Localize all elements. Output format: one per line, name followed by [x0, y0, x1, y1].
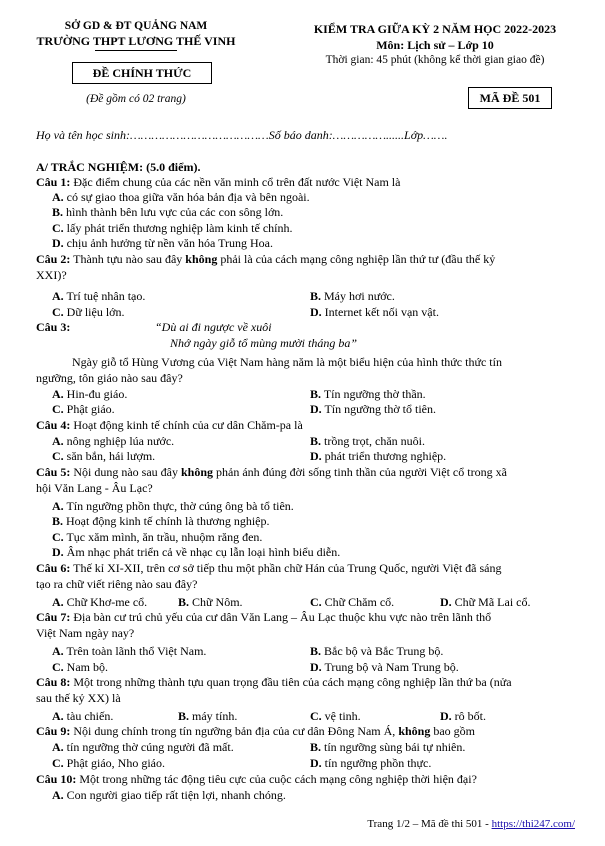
q4-option-a[interactable]: A. nông nghiệp lúa nước.	[52, 434, 175, 448]
q1-option-a[interactable]: A. có sự giao thoa giữa văn hóa bản địa và bên ngoài.	[52, 190, 310, 204]
q2-option-d[interactable]: D. Internet kết nối vạn vật.	[310, 305, 439, 319]
question-3: Câu 3:	[36, 320, 71, 334]
q7-option-b[interactable]: B. Bắc bộ và Bắc Trung bộ.	[310, 644, 444, 658]
q6-option-d[interactable]: D. Chữ Mã Lai cổ.	[440, 595, 531, 609]
q6-option-a[interactable]: A. Chữ Khơ-me cổ.	[52, 595, 148, 609]
q9-option-b[interactable]: B. tín ngưỡng sùng bái tự nhiên.	[310, 740, 466, 754]
question-2-line2: XXI)?	[36, 268, 67, 282]
school-underline	[95, 50, 177, 51]
question-9: Câu 9: Nội dung chính trong tín ngưỡng bản địa của cư dân Đông Nam Á, không bao gồm	[36, 724, 476, 738]
question-label: Câu 1:	[36, 175, 71, 189]
question-8: Câu 8: Một trong những thành tựu quan trọng đầu tiên của cách mạng công nghiệp lần thứ ba (nửa	[36, 675, 512, 689]
q5-option-b[interactable]: B. Hoạt động kinh tế chính là thương nghiệp.	[52, 514, 270, 528]
q2-option-b[interactable]: B. Máy hơi nước.	[310, 289, 395, 303]
q3-text-line1: Ngày giỗ tổ Hùng Vương của Việt Nam hàng năm là một biểu hiện của hình thức thức tín	[72, 355, 502, 369]
question-text: Đặc điểm chung của các nền văn minh cổ trên đất nước Việt Nam là	[73, 175, 401, 189]
question-10: Câu 10: Một trong những tác động tiêu cực của cuộc cách mạng công nghiệp thời hiện đại?	[36, 772, 477, 786]
q3-quote-line1: “Dù ai đi ngược về xuôi	[155, 320, 272, 334]
q8-option-a[interactable]: A. tàu chiến.	[52, 709, 114, 723]
q4-option-c[interactable]: C. săn bắn, hái lượm.	[52, 449, 156, 463]
school-name: TRƯỜNG THPT LƯƠNG THẾ VINH	[36, 34, 236, 48]
q9-option-d[interactable]: D. tín ngưỡng phồn thực.	[310, 756, 432, 770]
question-8-line2: sau thế kỷ XX) là	[36, 691, 121, 705]
q4-option-d[interactable]: D. phát triển thương nghiệp.	[310, 449, 447, 463]
q5-option-c[interactable]: C. Tục xăm mình, ăn trầu, nhuộm răng đen.	[52, 530, 263, 544]
q1-option-c[interactable]: C. lấy phát triển thương nghiệp làm kinh tế chính.	[52, 221, 293, 235]
section-a-title: A/ TRẮC NGHIỆM: (5.0 điểm).	[36, 160, 201, 174]
q6-option-b[interactable]: B. Chữ Nôm.	[178, 595, 243, 609]
q4-option-b[interactable]: B. trồng trọt, chăn nuôi.	[310, 434, 425, 448]
question-5-line2: hội Văn Lang - Âu Lạc?	[36, 481, 153, 495]
question-5: Câu 5: Nội dung nào sau đây không phản ánh đúng đời sống tinh thần của người Việt cổ trong xã	[36, 465, 507, 479]
q3-option-b[interactable]: B. Tín ngưỡng thờ thần.	[310, 387, 426, 401]
question-6-line2: tạo ra chữ viết riêng nào sau đây?	[36, 577, 198, 591]
question-6: Câu 6: Thế kỉ XI-XII, trên cơ sở tiếp thu một phần chữ Hán của Trung Quốc, người Việt đã sáng	[36, 561, 502, 575]
q8-option-c[interactable]: C. vệ tinh.	[310, 709, 361, 723]
exam-title: KIỂM TRA GIỮA KỲ 2 NĂM HỌC 2022-2023	[313, 22, 557, 36]
q9-option-c[interactable]: C. Phật giáo, Nho giáo.	[52, 756, 165, 770]
q5-option-d[interactable]: D. Âm nhạc phát triển cả về nhạc cụ lẫn loại hình biểu diễn.	[52, 545, 341, 559]
official-box: ĐỀ CHÍNH THỨC	[72, 62, 212, 84]
exam-code-box: MÃ ĐỀ 501	[468, 87, 552, 109]
q5-option-a[interactable]: A. Tín ngưỡng phồn thực, thờ cúng ông bà tổ tiên.	[52, 499, 294, 513]
q7-option-c[interactable]: C. Nam bộ.	[52, 660, 108, 674]
q3-text-line2: ngưỡng, tôn giáo nào sau đây?	[36, 371, 183, 385]
q3-option-a[interactable]: A. Hin-đu giáo.	[52, 387, 128, 401]
question-7: Câu 7: Địa bàn cư trú chủ yếu của cư dân Văn Lang – Âu Lạc thuộc khu vực nào trên lãnh thổ	[36, 610, 492, 624]
q3-option-d[interactable]: D. Tín ngưỡng thờ tổ tiên.	[310, 402, 436, 416]
question-2: Câu 2: Thành tựu nào sau đây không phải là của cách mạng công nghiệp lần thứ tư (đầu thế kỷ	[36, 252, 496, 266]
q7-option-d[interactable]: D. Trung bộ và Nam Trung bộ.	[310, 660, 459, 674]
q1-option-d[interactable]: D. chịu ảnh hưởng từ nền văn hóa Trung Hoa.	[52, 236, 274, 250]
question-1	[36, 175, 576, 190]
question-7-line2: Việt Nam ngày nay?	[36, 626, 135, 640]
q2-option-a[interactable]: A. Trí tuệ nhân tạo.	[52, 289, 146, 303]
student-info-line: Họ và tên học sinh:…………………………………Số báo danh:……………......Lớp…….	[36, 128, 448, 142]
department-name: SỞ GD & ĐT QUẢNG NAM	[64, 20, 208, 32]
pages-note: (Đề gồm có 02 trang)	[86, 93, 186, 105]
exam-time: Thời gian: 45 phút (không kể thời gian giao đề)	[325, 54, 545, 66]
q7-option-a[interactable]: A. Trên toàn lãnh thổ Việt Nam.	[52, 644, 207, 658]
q3-option-c[interactable]: C. Phật giáo.	[52, 402, 115, 416]
page-footer	[367, 818, 575, 830]
footer-text: Trang 1/2 – Mã đề thi 501 -	[367, 818, 492, 830]
footer-link[interactable]: https://thi247.com/	[491, 818, 575, 830]
question-4: Câu 4: Hoạt động kinh tế chính của cư dân Chăm-pa là	[36, 418, 303, 432]
q8-option-b[interactable]: B. máy tính.	[178, 709, 238, 723]
q3-quote-line2: Nhớ ngày giỗ tổ mùng mười tháng ba”	[170, 336, 358, 350]
q9-option-a[interactable]: A. tín ngưỡng thờ cúng người đã mất.	[52, 740, 234, 754]
q1-option-b[interactable]: B. hình thành bên lưu vực của các con sông lớn.	[52, 205, 284, 219]
q6-option-c[interactable]: C. Chữ Chăm cổ.	[310, 595, 395, 609]
q8-option-d[interactable]: D. rô bốt.	[440, 709, 487, 723]
q10-option-a[interactable]: A. Con người giao tiếp rất tiện lợi, nhanh chóng.	[52, 788, 286, 802]
exam-subject: Môn: Lịch sử – Lớp 10	[376, 38, 494, 52]
q2-option-c[interactable]: C. Dữ liệu lớn.	[52, 305, 125, 319]
